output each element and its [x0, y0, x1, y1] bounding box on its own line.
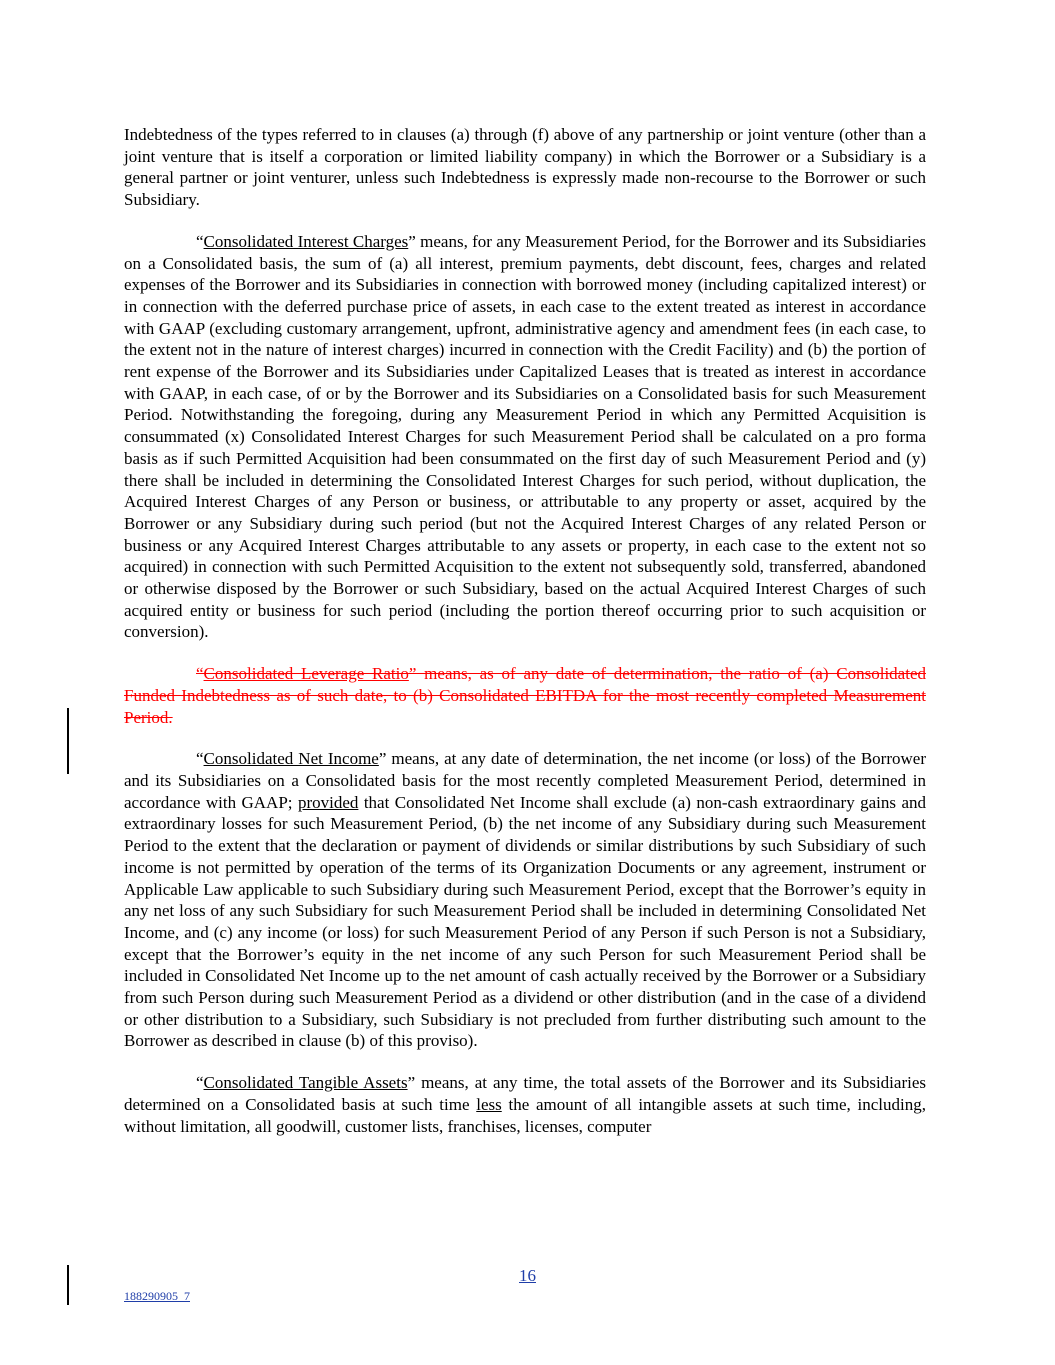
definition-consolidated-leverage-ratio-deleted — [124, 663, 926, 728]
page-number: 16 — [519, 1266, 536, 1285]
definition-text: ” means, for any Measurement Period, for the Borrower and its Subsidiaries on a Consolidated basis, the sum of (a) all interest, premium payments, debt discount, fees, charges and related expenses of the Borrower and its Subsidiaries in connection with borrowed money (including capitalized interest) or in connection with the deferred purchase price of assets, in each case to the extent treated as interest in accordance with GAAP (excluding customary arrangement, upfront, administrative agency and amendment fees (in each case, to the extent not in the nature of interest charges) incurred in connection with the Credit Facility) and (b) the portion of rent expense of the Borrower and its Subsidiaries under Capitalized Leases that is treated as interest in accordance with GAAP, in each case, of or by the Borrower and its Subsidiaries on a Consolidated basis for such Measurement Period. Notwithstanding the foregoing, during any Measurement Period in which any Permitted Acquisition is consummated (x) Consolidated Interest Charges for such Measurement Period shall be calculated on a pro forma basis as if such Permitted Acquisition had been consummated on the first day of such Measurement Period and (y) there shall be included in determining the Consolidated Interest Charges for such period, without duplication, the Acquired Interest Charges of any Person or business, or attributable to any property or asset, acquired by the Borrower or any Subsidiary during such period (but not the Acquired Interest Charges of any related Person or business or any Acquired Interest Charges attributable to any assets or property, in each case to the extent not so acquired) in connection with such Permitted Acquisition to the extent not subsequently sold, transferred, abandoned or otherwise disposed by the Borrower or such Subsidiary, based on the actual Acquired Interest Charges of such acquired entity or business for such period (including the portion thereof occurring prior to such acquisition or conversion). — [124, 231, 926, 642]
defined-term: Consolidated Tangible Assets — [203, 1073, 408, 1093]
change-bar-deleted-paragraph — [67, 708, 69, 774]
definition-consolidated-net-income — [124, 748, 926, 1052]
paragraph-indebtedness-continuation — [124, 124, 926, 211]
document-id: 188290905_7 — [124, 1289, 190, 1303]
definition-text: ” means, as of any date of determination, the ratio of (a) Consolidated Funded Indebtedness as of such date, to (b) Consolidated EBITDA for the most recently completed Measurement Period. — [124, 664, 926, 727]
defined-term: Consolidated Net Income — [203, 749, 379, 769]
definition-consolidated-tangible-assets — [124, 1072, 926, 1137]
definition-text-part-1: ” means, at any time, the total assets of the Borrower and its Subsidiaries determined on a Consolidated basis at such time — [124, 1073, 927, 1114]
document-body — [124, 124, 926, 1157]
less-term: less — [476, 1094, 502, 1114]
definition-text-part-1: ” means, at any date of determination, the net income (or loss) of the Borrower and its Subsidiaries on a Consolidated basis for the most recently completed Measurement Period, determined in accordance with GAAP; — [124, 749, 926, 812]
definition-consolidated-interest-charges — [124, 231, 926, 643]
definition-text-part-2: that Consolidated Net Income shall exclude (a) non-cash extraordinary gains and extraordinary losses for such Measurement Period, (b) the net income of any Subsidiary during such Measurement Period to the extent that the declaration or payment of dividends or similar distributions by such Subsidiary of such income is not permitted by operation of the terms of its Organization Documents or any agreement, instrument or Applicable Law applicable to such Subsidiary during such Measurement Period, except that the Borrower’s equity in any net loss of any such Subsidiary for such Measurement Period shall be included in determining Consolidated Net Income, and (c) any income (or loss) for such Measurement Period of any Person if such Person is not a Subsidiary, except that the Borrower’s equity in the net income of any such Person for such Measurement Period shall be included in Consolidated Net Income up to the net amount of cash actually received by the Borrower or a Subsidiary from such Person during such Measurement Period as a dividend or other distribution (and in the case of a dividend or other distribution to a Subsidiary, such Subsidiary is not precluded from further distributing such amount to the Borrower as described in clause (b) of this proviso). — [124, 792, 926, 1051]
defined-term: Consolidated Interest Charges — [203, 231, 409, 251]
open-quote: “ — [196, 749, 204, 769]
defined-term: Consolidated Leverage Ratio — [203, 664, 409, 684]
open-quote: “ — [196, 664, 204, 684]
paragraph-text: Indebtedness of the types referred to in clauses (a) through (f) above of any partnership or joint venture (other than a joint venture that is itself a corporation or limited liability company) in which the Borrower or a Subsidiary is a general partner or joint venturer, unless such Indebtedness is expressly made non-recourse to the Borrower or such Subsidiary. — [124, 125, 926, 210]
open-quote: “ — [196, 1073, 204, 1093]
definition-text-part-2: the amount of all intangible assets at such time, including, without limitation, all goodwill, customer lists, franchises, licenses, computer — [124, 1094, 927, 1136]
proviso-term: provided — [297, 792, 359, 812]
open-quote: “ — [196, 231, 204, 251]
